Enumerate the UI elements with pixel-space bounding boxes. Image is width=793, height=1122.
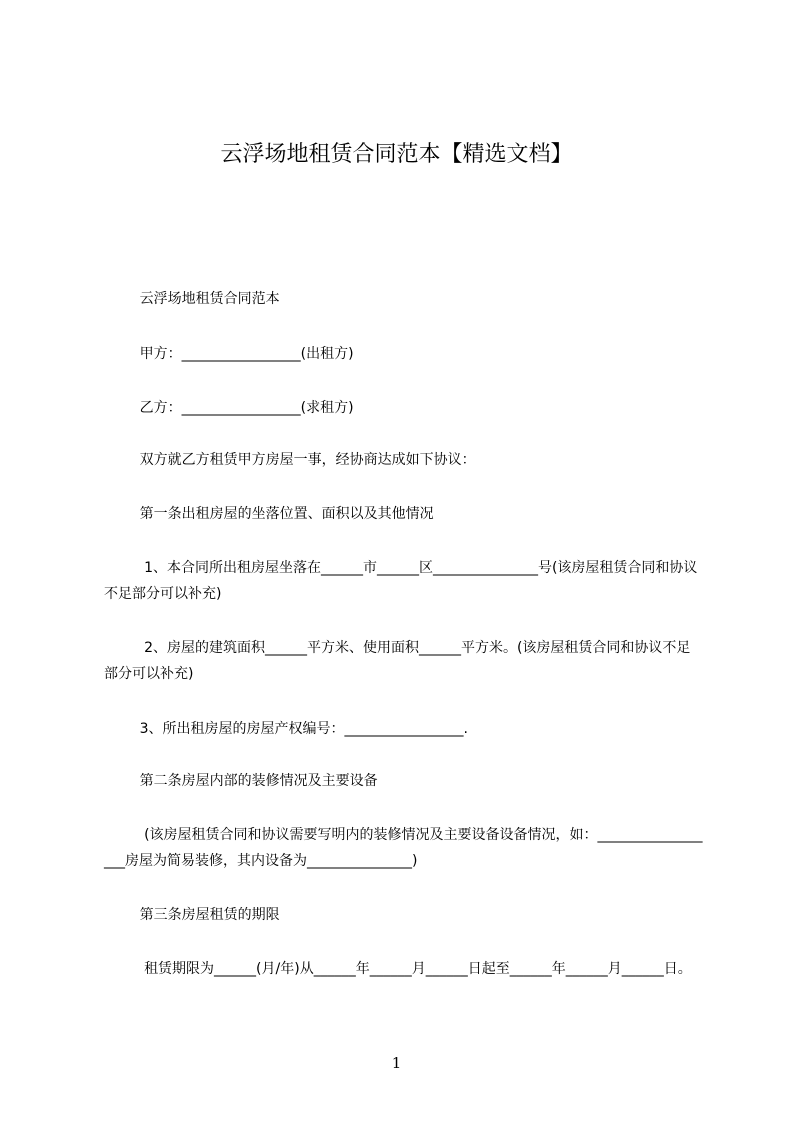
article-1-item-3: 3、所出租房屋的房屋产权编号：_________________. [104,721,468,737]
article-1-heading: 第一条出租房屋的坐落位置、面积以及其他情况 [104,506,434,522]
party-b-line: 乙方：_________________(求租方) [104,400,354,416]
article-1-item-1: 1、本合同所出租房屋坐落在______市______区_______________号(该房屋租赁合同和协议不足部分可以补充) [104,560,698,602]
article-1-item-2: 2、房屋的建筑面积______平方米、使用面积______平方米。(该房屋租赁合同和协议不足部分可以补充) [104,640,691,682]
agreement-intro: 双方就乙方租赁甲方房屋一事，经协商达成如下协议： [104,452,476,468]
article-3-heading: 第三条房屋租赁的期限 [104,907,280,923]
page-title: 云浮场地租赁合同范本【精选文档】 [220,142,573,167]
document-subtitle: 云浮场地租赁合同范本 [104,291,280,307]
party-a-line: 甲方：_________________(出租方) [104,346,354,362]
article-3-body: 租赁期限为______(月/年)从______年______月______日起至______年______月______日。 [104,961,692,977]
article-2-body: (该房屋租赁合同和协议需要写明内的装修情况及主要设备设备情况，如：__________________房屋为简易装修，其内设备为_______________) [104,827,703,869]
article-2-heading: 第二条房屋内部的装修情况及主要设备 [104,773,378,789]
page-number: 1 [391,1054,402,1072]
